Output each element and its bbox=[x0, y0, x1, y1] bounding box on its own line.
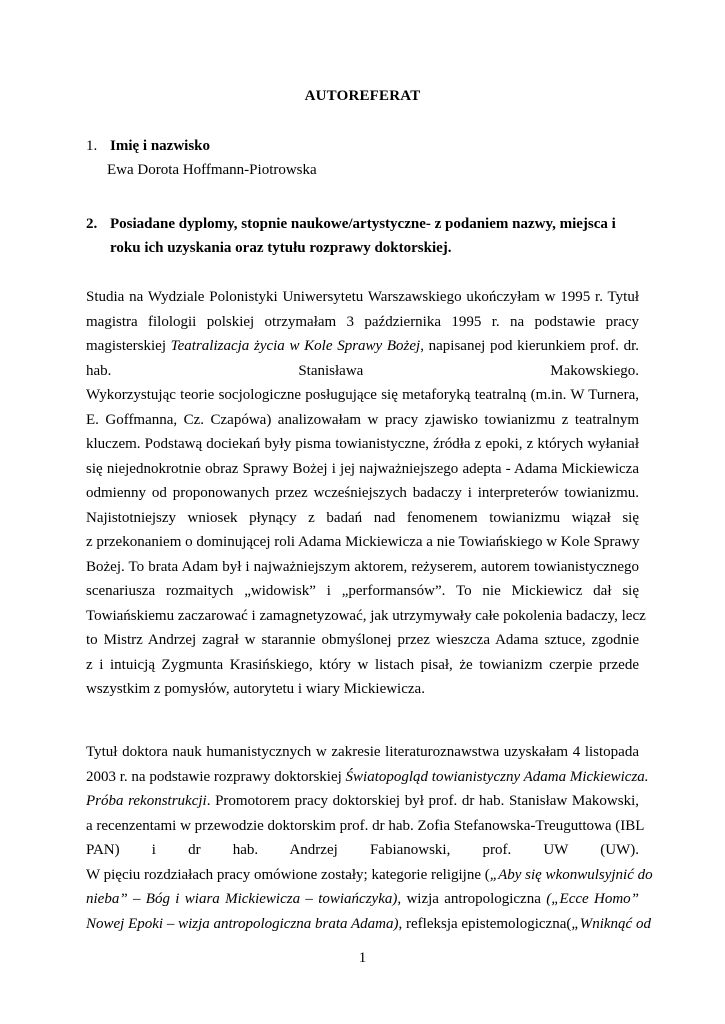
italic-text: nieba” – Bóg i wiara Mickiewicza – towiańczyka) bbox=[86, 891, 398, 907]
paragraph-line: Wykorzystując teorie socjologiczne posługujące się metaforyką teatralną (m.in. W Turnera, bbox=[86, 387, 639, 403]
paragraph-line: hab. Stanisława Makowskiego. bbox=[86, 362, 639, 379]
paragraph-line: scenariusza rozmaitych „widowisk” i „performansów”. To nie Mickiewicz dał się bbox=[86, 583, 639, 599]
paragraph-doctorate bbox=[86, 740, 653, 936]
italic-text: Próba rekonstrukcji bbox=[86, 793, 207, 809]
paragraph-studies bbox=[86, 285, 646, 702]
paragraph-line bbox=[86, 863, 653, 888]
paragraph-line bbox=[86, 887, 639, 912]
plain-text: , napisanej pod kierunkiem prof. dr. bbox=[420, 338, 639, 354]
section2-number: 2. bbox=[86, 216, 98, 232]
paragraph-line: Bożej. To brata Adam był i najważniejszym aktorem, reżyserem, autorem towianistycznego bbox=[86, 558, 639, 575]
italic-text: Światopogląd towianistyczny Adama Mickiewicza. bbox=[345, 768, 649, 785]
paragraph-line: PAN) i dr hab. Andrzej Fabianowski, prof. UW (UW). bbox=[86, 842, 639, 858]
italic-text: Teatralizacja życia w Kole Sprawy Bożej bbox=[170, 338, 421, 354]
paragraph-line bbox=[86, 912, 651, 937]
paragraph-line: się niejednokrotnie obraz Sprawy Bożej i jej najważniejszego adepta - Adama Mickiewicza bbox=[86, 460, 639, 477]
plain-text: W pięciu rozdziałach pracy omówione zostały; kategorie religijne ( bbox=[86, 866, 490, 883]
paragraph-line bbox=[86, 789, 639, 814]
paragraph-line: z i intuicją Zygmunta Krasińskiego, który w listach pisał, że towianizm czerpie przede bbox=[86, 656, 639, 673]
italic-text: („Ecce Homo” bbox=[546, 891, 640, 907]
paragraph-line bbox=[86, 765, 649, 790]
section2-heading-line1: Posiadane dyplomy, stopnie naukowe/artystyczne- z podaniem nazwy, miejsca i bbox=[110, 216, 616, 232]
italic-text: Nowej Epoki – wizja antropologiczna brata Adama) bbox=[86, 915, 399, 932]
page-number: 1 bbox=[358, 950, 367, 966]
paragraph-line: odmienny od proponowanych przez wcześniejszych badaczy i interpreterów towianizmu. bbox=[86, 485, 639, 501]
paragraph-line: to Mistrz Andrzej zagrał w starannie obmyślonej przez wieszcza Adama sztuce, zgodnie bbox=[86, 632, 639, 648]
plain-text: , refleksja epistemologiczna( bbox=[398, 915, 572, 932]
paragraph-line: Najistotniejszy wniosek płynący z badań nad fenomenem towianizmu wiązał się bbox=[86, 509, 639, 526]
document-title: AUTOREFERAT bbox=[304, 88, 421, 104]
paragraph-line: kluczem. Podstawą dociekań były pisma towianistyczne, źródła z epoki, z których wyłaniał bbox=[86, 436, 639, 452]
section1-heading: Imię i nazwisko bbox=[110, 138, 211, 154]
author-name: Ewa Dorota Hoffmann-Piotrowska bbox=[107, 162, 317, 178]
plain-text: 2003 r. na podstawie rozprawy doktorskiej bbox=[86, 768, 346, 785]
section2-heading bbox=[86, 212, 646, 260]
paragraph-line: magistra filologii polskiej otrzymałam 3 października 1995 r. na podstawie pracy bbox=[86, 313, 639, 330]
plain-text: , wizja antropologiczna bbox=[397, 891, 547, 907]
paragraph-line bbox=[86, 334, 639, 359]
paragraph-line: Studia na Wydziale Polonistyki Uniwersytetu Warszawskiego ukończyłam w 1995 r. Tytuł bbox=[86, 289, 639, 305]
paragraph-line: wszystkim z pomysłów, autorytetu i wiary Mickiewicza. bbox=[86, 681, 425, 697]
paragraph-line: Tytuł doktora nauk humanistycznych w zakresie literaturoznawstwa uzyskałam 4 listopada bbox=[86, 744, 639, 760]
paragraph-line: E. Goffmanna, Cz. Czapówa) analizowałam w pracy zjawisko towianizmu z teatralnym bbox=[86, 411, 639, 428]
paragraph-line: a recenzentami w przewodzie doktorskim prof. dr hab. Zofia Stefanowska-Treuguttowa (IBL bbox=[86, 817, 645, 834]
italic-text: „Wniknąć od bbox=[571, 915, 651, 932]
section2-heading-line2: roku ich uzyskania oraz tytułu rozprawy doktorskiej. bbox=[110, 240, 452, 256]
plain-text: . Promotorem pracy doktorskiej był prof. dr hab. Stanisław Makowski, bbox=[206, 793, 639, 809]
paragraph-line: Towiańskiemu zaczarować i zamagnetyzować, jak utrzymywały całe pokolenia badaczy, lecz bbox=[86, 607, 646, 624]
section1-number: 1. bbox=[86, 138, 98, 154]
plain-text: magisterskiej bbox=[86, 338, 171, 354]
paragraph-line: z przekonaniem o dominującej roli Adama Mickiewicza a nie Towiańskiego w Kole Sprawy bbox=[86, 534, 640, 550]
italic-text: „Aby się wkonwulsyjnić do bbox=[489, 866, 653, 883]
